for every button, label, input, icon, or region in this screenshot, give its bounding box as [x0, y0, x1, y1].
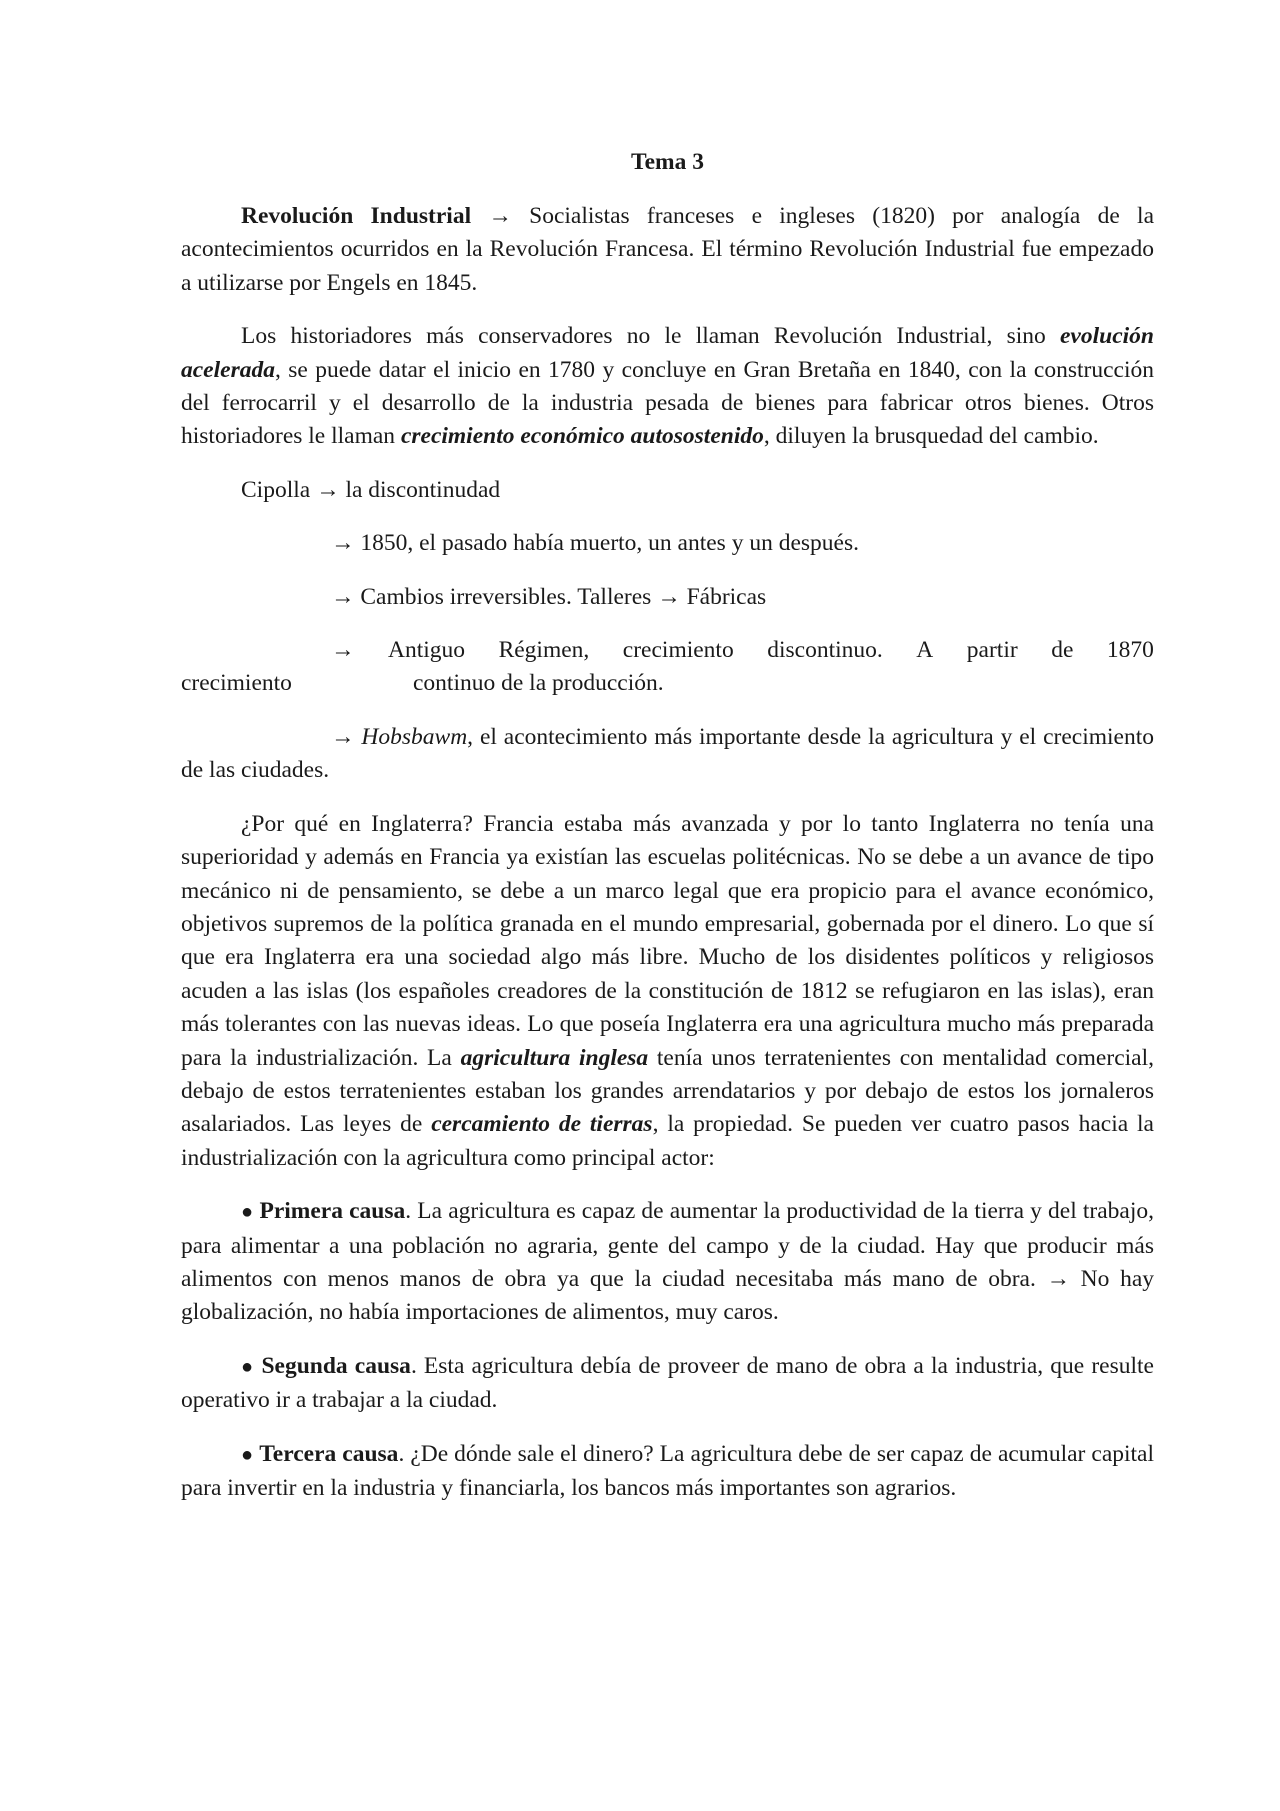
- cipolla-item-hobsbawm: [181, 721, 1154, 788]
- bullet-label: Tercera causa: [259, 1440, 399, 1467]
- paragraph-por-que-inglaterra: [181, 808, 1154, 1175]
- term-evolucion-acelerada: evolución acelerada: [181, 323, 1154, 383]
- page-title: Tema 3: [631, 149, 704, 175]
- bullet-marker: ●: [241, 1355, 255, 1378]
- paragraph-text: , el acontecimiento más importante desde la agricultura y el crecimiento de las ciudades.: [181, 723, 1155, 784]
- bullet-label: Segunda causa: [261, 1352, 411, 1379]
- growth-word: A: [916, 637, 934, 664]
- paragraph-text: Los historiadores más conservadores no le llaman Revolución Industrial, sino: [241, 323, 1060, 350]
- bullet-text: . Esta agricultura debía de proveer de mano de obra a la industria, que resulte operativo ir a trabajar a la ciudad.: [181, 1352, 1154, 1414]
- arrow: →: [331, 723, 362, 750]
- bullet-marker: ●: [241, 1443, 254, 1466]
- growth-rest: continuo de la producción.: [413, 670, 664, 697]
- cipolla-item-antiguo-regimen: [181, 634, 1154, 701]
- document-page: [181, 146, 1154, 1525]
- cipolla-item-1850: → 1850, el pasado había muerto, un antes y un después.: [331, 530, 859, 557]
- bullet-item: [181, 1195, 1154, 1330]
- growth-word: Antiguo: [388, 637, 466, 664]
- growth-first-line: [331, 634, 1154, 667]
- paragraph-text: , se puede datar el inicio en 1780 y concluye en Gran Bretaña en 1840, con la construcción del ferrocarril y el desarrollo de la industria pesada de bienes para fabricar otros bienes. Otros historiadores le llaman: [181, 356, 1154, 450]
- bullet-marker: ●: [241, 1201, 254, 1224]
- growth-label: crecimiento: [181, 670, 292, 697]
- paragraph-historiadores: [181, 320, 1154, 454]
- growth-word: discontinuo.: [767, 637, 883, 664]
- cipolla-item-cambios: → Cambios irreversibles. Talleres → Fábricas: [331, 583, 767, 610]
- paragraph-revolucion-industrial: [181, 200, 1154, 300]
- bullet-item: [181, 1438, 1154, 1506]
- paragraph-text: Socialistas franceses e ingleses (1820) por analogía de la acontecimientos ocurridos en la Revolución Francesa. El término Revolución Industrial fue empezado a utilizarse por Engels en 1845.: [181, 203, 1155, 296]
- paragraph-text: , la propiedad. Se pueden ver cuatro pasos hacia la industrialización con la agricultura como principal actor:: [181, 1111, 1154, 1171]
- paragraph-text: ¿Por qué en Inglaterra? Francia estaba más avanzada y por lo tanto Inglaterra no tenía una superioridad y además en Francia ya existían las escuelas politécnicas. No se debe a un avance de tipo mecánico ni de pensamiento, se debe a un marco legal que era propicio para el avance económico, objetivos supremos de la política granada en el mundo empresarial, gobernada por el dinero. Lo que sí que era Inglaterra era una sociedad algo más libre. Mucho de los disidentes políticos y religiosos acuden a las islas (los españoles creadores de la constitución de 1812 se refugiaron en las islas), eran más tolerantes con las nuevas ideas. Lo que poseía Inglaterra era una agricultura mucho más preparada para la industrialización. La: [181, 810, 1154, 1071]
- author-hobsbawm: Hobsbawm: [361, 723, 468, 750]
- bullet-label: Primera causa: [259, 1198, 406, 1225]
- bullet-text: . La agricultura es capaz de aumentar la productividad de la tierra y del trabajo, para alimentar a una población no agraria, gente del campo y de la ciudad. Hay que producir más alimentos con menos manos de obra ya que la ciudad necesitaba más mano de obra. → No hay globalización, no había importaciones de alimentos, muy caros.: [181, 1198, 1154, 1326]
- bullet-item: [181, 1350, 1154, 1418]
- term-revolucion-industrial: Revolución Industrial: [241, 203, 472, 229]
- cipolla-heading: Cipolla → la discontinudad: [241, 476, 501, 503]
- paragraph-text: , diluyen la brusquedad del cambio.: [763, 423, 1099, 450]
- growth-word: partir: [966, 637, 1018, 664]
- growth-second-line: [181, 667, 1154, 700]
- arrow: →: [488, 203, 512, 229]
- term-cercamiento-tierras: cercamiento de tierras: [431, 1111, 653, 1138]
- bullet-text: . ¿De dónde sale el dinero? La agricultura debe de ser capaz de acumular capital para invertir en la industria y financiarla, los bancos más importantes son agrarios.: [181, 1440, 1155, 1501]
- growth-word: Régimen,: [498, 637, 590, 664]
- growth-word: →: [331, 637, 355, 664]
- term-crecimiento-autosostenido: crecimiento económico autosostenido: [400, 423, 764, 450]
- growth-word: crecimiento: [622, 637, 734, 664]
- term-agricultura-inglesa: agricultura inglesa: [460, 1044, 649, 1071]
- growth-word: 1870: [1106, 637, 1154, 664]
- growth-word: de: [1051, 637, 1074, 664]
- paragraph-text: tenía unos terratenientes con mentalidad comercial, debajo de estos terratenientes estaban los grandes arrendatarios y por debajo de estos los jornaleros asalariados. Las leyes de: [181, 1044, 1154, 1138]
